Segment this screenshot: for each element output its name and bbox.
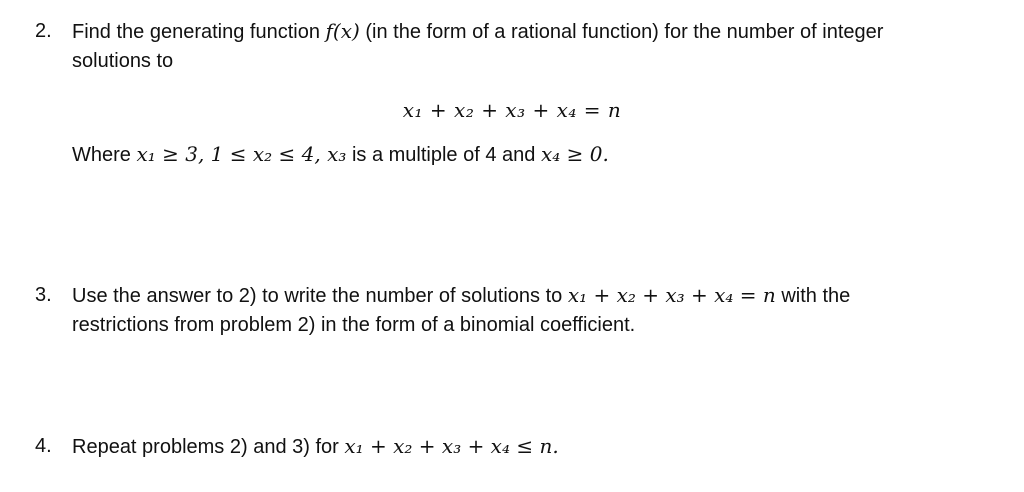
problem-3-equation-math: x₁ + x₂ + x₃ + x₄ = n — [567, 283, 776, 307]
problem-2-number: 2. — [35, 20, 52, 42]
problem-3-text-a: Use the answer to 2) to write the number of solutions to — [72, 285, 568, 307]
problem-2-intro-text-a: Find the generating function — [72, 21, 326, 43]
problem-4-text-a: Repeat problems 2) and 3) for — [72, 436, 345, 458]
problem-2-equation-math: x₁ + x₂ + x₃ + x₄ = n — [402, 98, 622, 122]
problem-3-line2: restrictions from problem 2) in the form of a binomial coefficient. — [72, 314, 636, 336]
problem-2-condition-math-1: x₁ ≥ 3, 1 ≤ x₂ ≤ 4, x₃ — [136, 142, 347, 166]
problem-2-intro-line1 — [72, 16, 992, 47]
problem-4-inequality-math: x₁ + x₂ + x₃ + x₄ ≤ n. — [344, 434, 559, 458]
problem-4-line1 — [72, 431, 992, 462]
problem-3-number: 3. — [35, 284, 52, 306]
problem-2-where-text: Where — [72, 144, 137, 166]
problem-2-function-name: f(x) — [325, 19, 360, 43]
problem-3-line1 — [72, 280, 992, 311]
problem-2-conditions — [72, 139, 992, 170]
problem-2-intro-text-b: (in the form of a rational function) for the number of integer — [359, 21, 884, 43]
problem-3-text-b: with the — [775, 285, 851, 307]
problem-2-intro-line2: solutions to — [72, 50, 174, 72]
problem-2-where-middle: is a multiple of 4 and — [346, 144, 541, 166]
problem-4-number: 4. — [35, 435, 52, 457]
problem-2-condition-math-2: x₄ ≥ 0. — [540, 142, 609, 166]
problem-2-equation — [0, 95, 1024, 126]
